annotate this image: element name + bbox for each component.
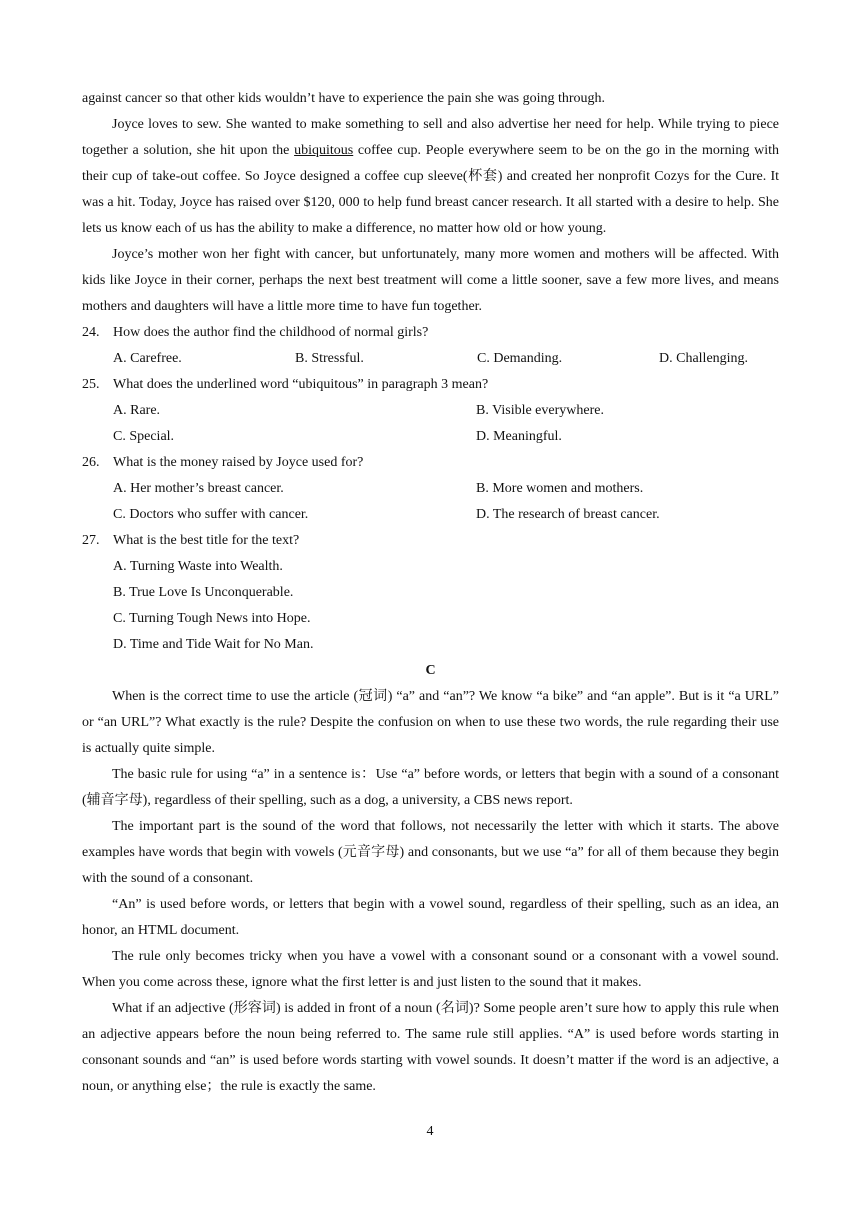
- options-26-row-1: [82, 476, 779, 502]
- option-d: D. Time and Tide Wait for No Man.: [113, 637, 314, 652]
- option-c: C. Doctors who suffer with cancer.: [113, 507, 309, 522]
- question-text: What does the underlined word “ubiquitous” in paragraph 3 mean?: [113, 377, 489, 392]
- options-26-row-2: [82, 502, 779, 528]
- option-b: B. More women and mothers.: [476, 481, 644, 496]
- underlined-word: ubiquitous: [294, 143, 354, 158]
- question-26: [82, 450, 779, 476]
- option-c: C. Turning Tough News into Hope.: [113, 611, 311, 626]
- options-24: [82, 346, 779, 372]
- question-text: What is the money raised by Joyce used for?: [113, 455, 364, 470]
- options-25-row-1: [82, 398, 779, 424]
- document-page: [82, 86, 779, 1100]
- option-a: A. Turning Waste into Wealth.: [113, 559, 283, 574]
- option-a: A. Rare.: [113, 403, 161, 418]
- options-25-row-2: [82, 424, 779, 450]
- option-a: A. Her mother’s breast cancer.: [113, 481, 284, 496]
- option-a: A. Carefree.: [113, 351, 182, 366]
- question-text: How does the author find the childhood of normal girls?: [113, 325, 429, 340]
- paragraph-text: coffee cup. People everywhere seem to be on the go in the morning with their cup of take-out coffee. So Joyce designed a coffee cup sleeve(杯套) and created her nonprofit Cozys for the Cure. It was a hit. Today, Joyce has raised over $120, 000 to help fund breast cancer research. It all started with a desire to help. She lets us know each of us has the ability to make a difference, no matter how old or how young.: [82, 143, 780, 236]
- page-number: 4: [426, 1124, 434, 1139]
- option-c: C. Demanding.: [477, 351, 563, 366]
- option-b: B. Visible everywhere.: [476, 403, 604, 418]
- question-27: [82, 528, 779, 554]
- paragraph-c-4: “An” is used before words, or letters that begin with a vowel sound, regardless of their spelling, such as an idea, an honor, an HTML document.: [82, 897, 779, 938]
- paragraph-c-6: What if an adjective (形容词) is added in front of a noun (名词)? Some people aren’t sure how to apply this rule when an adjective appears before the noun being referred to. The same rule still applies. “A” is used before words starting in consonant sounds and “an” is used before words starting with vowel sounds. It doesn’t matter if the word is an adjective, a noun, or anything else；the rule is exactly the same.: [82, 1001, 779, 1094]
- question-number: 26.: [82, 455, 100, 470]
- option-c: C. Special.: [113, 429, 175, 444]
- question-25: [82, 372, 779, 398]
- paragraph-c-5: The rule only becomes tricky when you have a vowel with a consonant sound or a consonant with a vowel sound. When you come across these, ignore what the first letter is and just listen to the sound that it makes.: [82, 949, 779, 990]
- paragraph-c-1: When is the correct time to use the article (冠词) “a” and “an”? We know “a bike” and “an apple”. But is it “a URL” or “an URL”? What exactly is the rule? Despite the confusion on when to use these two words, the rule regarding their use is actually quite simple.: [82, 689, 779, 756]
- option-d: D. The research of breast cancer.: [476, 507, 660, 522]
- question-number: 27.: [82, 533, 100, 548]
- section-heading: C: [425, 663, 436, 678]
- option-b: B. Stressful.: [295, 351, 364, 366]
- paragraph-text: Joyce loves to sew. She wanted to make something to sell and also advertise her need for help. While trying to piece together a solution, she hit upon the: [82, 117, 779, 158]
- option-b: B. True Love Is Unconquerable.: [113, 585, 294, 600]
- question-number: 25.: [82, 377, 100, 392]
- paragraph-c-3: The important part is the sound of the word that follows, not necessarily the letter with which it starts. The above examples have words that begin with vowels (元音字母) and consonants, but we use “a” for all of them because they begin with the sound of a consonant.: [82, 819, 779, 886]
- question-text: What is the best title for the text?: [113, 533, 300, 548]
- question-number: 24.: [82, 325, 100, 340]
- option-d: D. Meaningful.: [476, 429, 562, 444]
- option-d: D. Challenging.: [659, 351, 749, 366]
- question-24: [82, 320, 779, 346]
- paragraph-b-3: [82, 112, 779, 242]
- paragraph-b-4: Joyce’s mother won her fight with cancer, but unfortunately, many more women and mothers will be affected. With kids like Joyce in their corner, perhaps the next best treatment will come a little sooner, save a few more lives, and means mothers and daughters will have a little more time to have fun together.: [82, 247, 779, 314]
- paragraph-c-2: The basic rule for using “a” in a sentence is：Use “a” before words, or letters that begin with a sound of a consonant (辅音字母), regardless of their spelling, such as a dog, a university, a CBS news report.: [82, 767, 779, 808]
- paragraph-b-continued: against cancer so that other kids wouldn’t have to experience the pain she was going through.: [82, 91, 606, 106]
